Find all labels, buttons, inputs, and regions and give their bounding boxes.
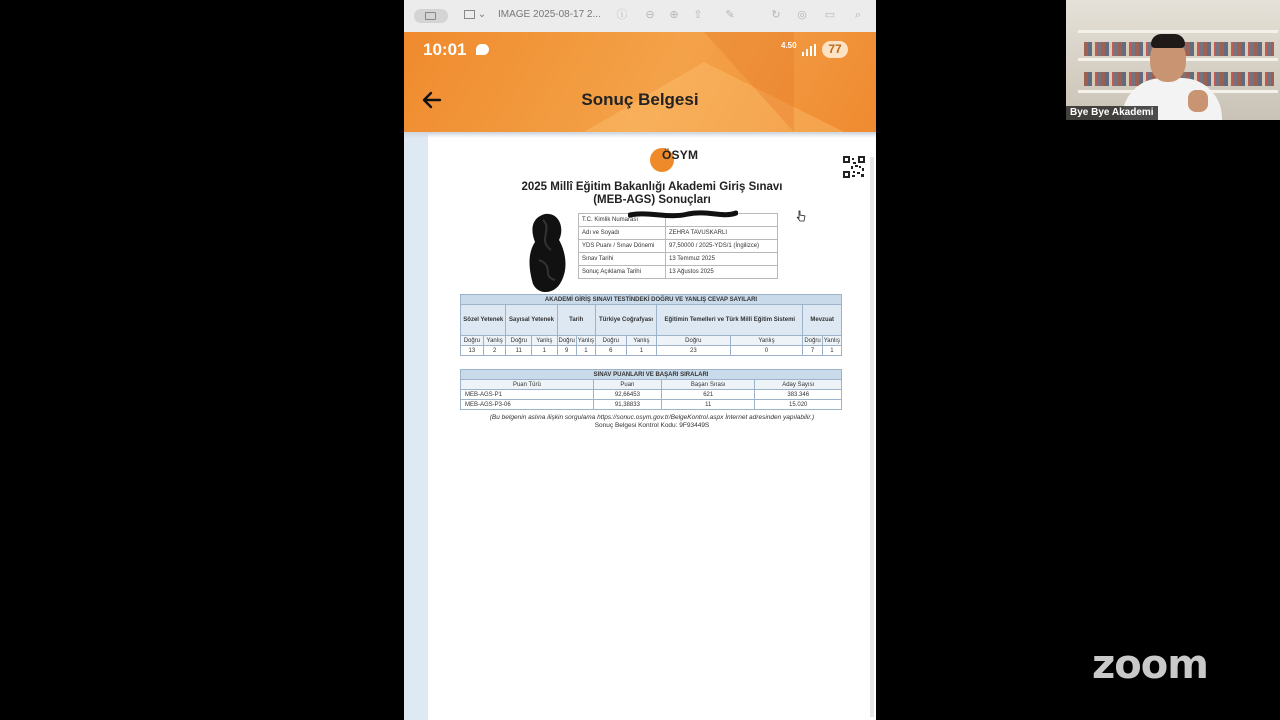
qr-code-icon [843,156,865,178]
info-value: ZEHRA TAVUSKARLI [666,227,778,240]
answer-count: 9 [557,346,576,356]
correct-header: Doğru [461,336,484,346]
annotate-icon[interactable]: ◎ [797,9,807,21]
participant-video [1066,0,1280,120]
zoom-logo: zoom [1092,642,1208,688]
view-icon [464,10,475,19]
document-viewer[interactable] [404,132,876,720]
wrong-header: Yanlış [577,337,594,344]
phone-screenshot [404,32,876,720]
zoom-in-icon[interactable]: ⊕ [669,9,679,21]
info-value: 13 Temmuz 2025 [666,253,778,266]
sidebar-icon [425,12,436,20]
info-icon[interactable]: ⓘ [616,9,628,21]
table-row [461,390,842,400]
info-label: Sonuç Açıklama Tarihi [579,266,666,279]
correct-header: Doğru [558,337,575,344]
view-menu-button[interactable]: ⌄ [464,9,494,23]
rotate-icon[interactable]: ↻ [771,9,781,21]
score-rank: 11 [661,400,754,410]
answer-count: 2 [483,346,506,356]
markup-icon[interactable]: ✎ [725,9,735,21]
wrong-header: Yanlış [483,336,506,346]
verification-note: (Bu belgenin aslına ilişkin sorgulama https://sonuc.osym.gov.tr/BelgeKontrol.aspx İnternet adresinden yapılabilir.) [489,414,815,421]
wrong-header: Yanlış [626,336,657,346]
info-label: Sınav Tarihi [579,253,666,266]
info-label: T.C. Kimlik Numarası [579,214,666,227]
zoom-out-icon[interactable]: ⊖ [645,9,655,21]
osym-logo-text: ÖSYM [662,148,699,162]
score-rank: 621 [661,390,754,400]
subject-header: Sözel Yetenek [461,305,506,336]
subject-header: Sayısal Yetenek [506,305,557,336]
chat-bubble-icon [476,44,489,55]
scores-banner: SINAV PUANLARI VE BAŞARI SIRALARI [461,370,842,380]
form-icon[interactable]: ▭ [824,9,836,21]
answer-count: 7 [803,346,822,356]
subject-header: Mevzuat [803,305,842,336]
wrong-header: Yanlış [823,337,840,344]
correct-header: Doğru [506,336,532,346]
answer-count: 1 [626,346,657,356]
score-candidates: 15.020 [755,400,842,410]
search-icon[interactable]: ⌕ [854,9,862,21]
info-value: 13 Ağustos 2025 [666,266,778,279]
answer-count: 6 [595,346,626,356]
preview-window [404,0,876,720]
app-header [404,32,876,132]
answer-count: 13 [461,346,484,356]
answer-count: 1 [532,346,557,356]
info-value: 97,50000 / 2025-YDS/1 (İngilizce) [666,240,778,253]
screen-title: Sonuç Belgesi [581,90,699,109]
subject-header: Eğitimin Temelleri ve Türk Millî Eğitim Sistemi [657,305,803,336]
redacted-photo [525,210,575,296]
answer-count: 1 [576,346,595,356]
answer-count: 0 [730,346,803,356]
answer-count: 11 [506,346,532,356]
participant-name: Bye Bye Akademi [1066,106,1158,120]
info-label: YDS Puanı / Sınav Dönemi [579,240,666,253]
scores-column-header: Başarı Sırası [661,380,754,390]
signal-icon [802,44,816,56]
correct-header: Doğru [657,336,730,346]
score-value: 92,66453 [593,390,661,400]
scores-column-header: Aday Sayısı [755,380,842,390]
result-document [428,134,876,720]
scores-column-header: Puan Türü [461,380,594,390]
control-code: Sonuç Belgesi Kontrol Kodu: 9F93449S [594,422,710,429]
correct-header: Doğru [804,337,821,344]
answer-count: 1 [822,346,841,356]
share-icon[interactable]: ⇧ [693,9,703,21]
sidebar-toggle-button[interactable] [414,9,448,23]
answers-banner: AKADEMİ GİRİŞ SINAVI TESTİNDEKİ DOĞRU VE YANLIŞ CEVAP SAYILARI [461,295,842,305]
scores-column-header: Puan [593,380,661,390]
correct-header: Doğru [595,336,626,346]
preview-toolbar [404,0,876,33]
info-label: Adı ve Soyadı [579,227,666,240]
score-type: MEB-AGS-P1 [461,390,594,400]
candidate-info-table [578,213,778,279]
redaction-scribble [628,209,738,221]
wrong-header: Yanlış [532,336,557,346]
score-candidates: 383.346 [755,390,842,400]
scores-table [460,369,842,410]
score-type: MEB-AGS-P3-06 [461,400,594,410]
mouse-cursor-icon [796,210,806,222]
status-time: 10:01 [423,40,467,59]
subject-header: Türkiye Coğrafyası [595,305,656,336]
wrong-header: Yanlış [730,336,803,346]
window-title: IMAGE 2025-08-17 2... [498,9,601,20]
answer-count: 23 [657,346,730,356]
subject-header: Tarih [557,305,595,336]
network-speed: 4.50 [781,41,797,50]
score-value: 91,38833 [593,400,661,410]
table-row [461,400,842,410]
answers-table [460,294,842,356]
document-title: 2025 Millî Eğitim Bakanlığı Akademi Giriş Sınavı (MEB-AGS) Sonuçları [521,181,783,206]
battery-icon: 77 [822,41,848,58]
scrollbar[interactable] [870,157,874,717]
